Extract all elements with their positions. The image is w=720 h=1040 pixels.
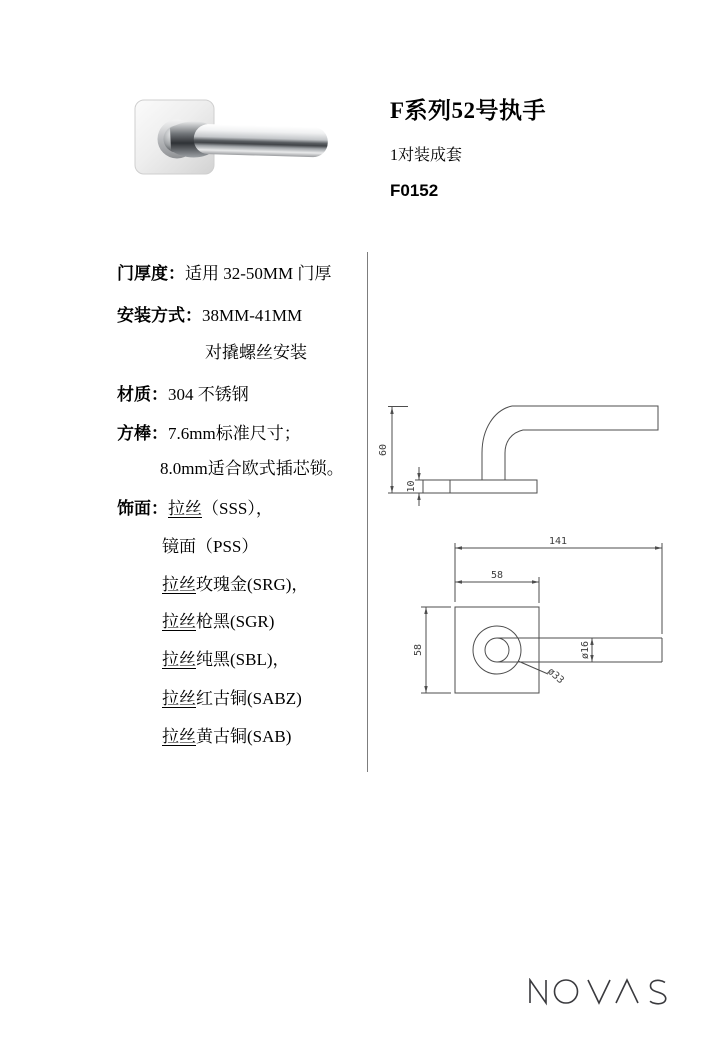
spec-row-finish-sab (162, 727, 291, 747)
front-dim16-text: ø16 (580, 640, 591, 660)
spec-row-finish-sbl (162, 650, 290, 670)
spec-row-door-thickness (117, 264, 331, 284)
spec-finish-prefix: 拉丝 (162, 612, 196, 631)
front-rose-square (455, 607, 539, 693)
logo-letter-s (650, 980, 666, 1003)
spec-value: 玫瑰金(SRG)， (196, 575, 309, 594)
front-dim58v-text: 58 (413, 643, 424, 657)
side-dim10-text: 10 (406, 480, 417, 493)
front-dim33-leader (518, 661, 548, 674)
product-photo (108, 82, 338, 222)
spec-finish-prefix: 拉丝 (162, 575, 196, 594)
product-title: F系列52号执手 (390, 98, 547, 123)
spec-value: 纯黑(SBL)， (196, 650, 290, 669)
drawing-side-view (378, 406, 658, 506)
side-lever-outline (505, 406, 658, 480)
spec-label: 安装方式： (117, 306, 202, 325)
brand-logo (528, 978, 668, 1011)
spec-row-finish-pss (162, 537, 258, 557)
spec-value: 适用 32-50MM 门厚 (185, 264, 332, 283)
spec-label: 方棒： (117, 424, 168, 443)
front-dim33-text: ø33 (544, 666, 566, 687)
spec-finish-prefix: 拉丝 (162, 727, 196, 746)
spec-value: （SSS）， (202, 499, 273, 518)
side-dim60-text: 60 (378, 443, 389, 457)
spec-value: 黄古铜(SAB) (196, 727, 292, 746)
novas-logo-lettering (528, 978, 668, 1006)
spec-finish-prefix: 拉丝 (168, 499, 202, 518)
spec-row-finish-srg (162, 575, 308, 595)
logo-letter-o (555, 980, 578, 1003)
spec-row-installation (117, 306, 302, 326)
front-neck-circle-inner (485, 638, 509, 662)
drawing-front-view (413, 536, 662, 693)
spec-row-spindle (117, 424, 301, 444)
product-code: F0152 (390, 181, 439, 200)
spec-value: 红古铜(SABZ) (196, 689, 302, 708)
spec-label: 材质： (117, 385, 168, 404)
front-neck-circle-outer (473, 626, 521, 674)
side-neck-outer (482, 406, 512, 480)
vertical-divider (367, 252, 368, 772)
title-block (390, 92, 690, 201)
spec-value: 38MM-41MM (202, 306, 303, 325)
spec-label: 门厚度： (117, 264, 185, 283)
spec-finish-prefix: 拉丝 (162, 650, 196, 669)
logo-letter-v (588, 980, 610, 1003)
spec-value: 对撬螺丝安装 (205, 343, 307, 362)
photo-lever (193, 124, 328, 158)
spec-label: 饰面： (117, 499, 168, 518)
spec-value: 镜面（PSS） (162, 537, 259, 556)
technical-drawings (375, 390, 700, 715)
spec-row-finish-sabz (162, 689, 302, 709)
spec-value: 8.0mm适合欧式插芯锁。 (160, 459, 344, 478)
spec-finish-prefix: 拉丝 (162, 689, 196, 708)
spec-value: 枪黑(SGR) (196, 612, 275, 631)
spec-row-spindle-2 (160, 459, 344, 479)
spec-value: 7.6mm标准尺寸； (168, 424, 301, 443)
logo-letter-n (530, 980, 546, 1003)
spec-value: 304 不锈钢 (168, 385, 249, 404)
spec-row-material (117, 385, 249, 405)
spec-row-installation-2 (205, 343, 307, 363)
front-dim141-text: 141 (548, 536, 568, 547)
spec-row-finish-sss (117, 499, 273, 519)
product-subtitle: 1对装成套 (390, 147, 463, 164)
logo-letter-a (616, 980, 638, 1003)
spec-row-finish-sgr (162, 612, 274, 632)
side-rose (423, 480, 537, 493)
front-dim58h-text: 58 (490, 570, 504, 581)
